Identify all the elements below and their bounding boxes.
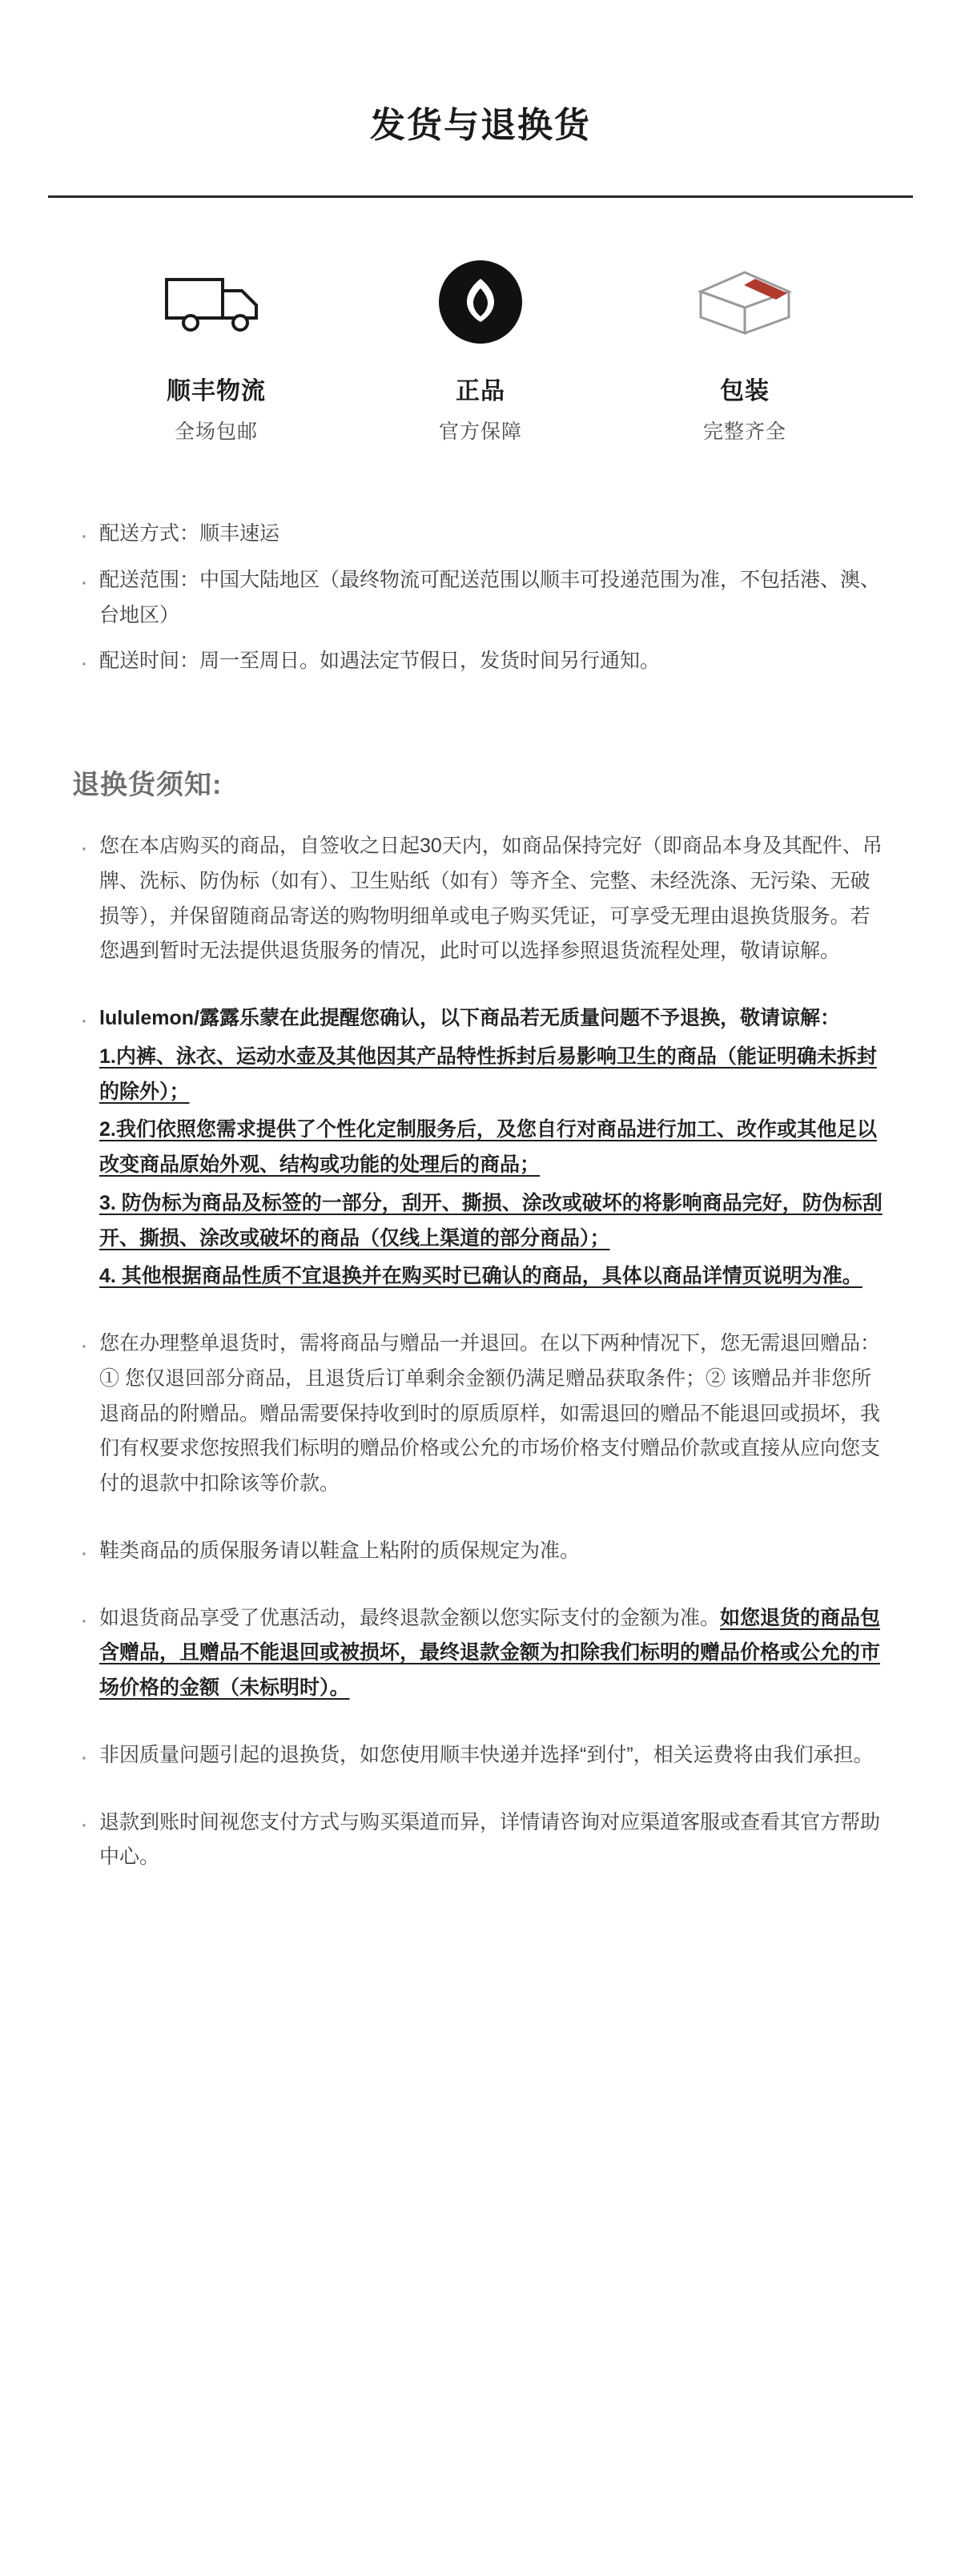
page-title: 发货与退换货 bbox=[370, 106, 591, 145]
list-item: · 您在本店购买的商品，自签收之日起30天内，如商品保持完好（即商品本身及其配件、吊牌、洗标、防伪标（如有）、卫生贴纸（如有）等齐全、完整、未经洗涤、无污染、无破损等），并保留随商品寄送的购物明细单或电子购买凭证，可享受无理由退换货服务。若您遇到暂时无法提供退货服务的情况，此时可以选择参照退货流程处理，敬请谅解。 bbox=[72, 829, 889, 969]
non-returnable-4: 4. 其他根据商品性质不宜退换并在购买时已确认的商品，具体以商品详情页说明为准。 bbox=[99, 1265, 862, 1288]
feature-title: 包装 bbox=[720, 378, 770, 405]
return-policy-section bbox=[48, 829, 913, 1875]
list-item-refund-promo bbox=[72, 1601, 889, 1706]
refund-promo-bold: 如您退货的商品包含赠品，且赠品不能退回或被损坏，最终退款金额为扣除我们标明的赠品价格或公允的市场价格的金额（未标明时）。 bbox=[99, 1606, 881, 1699]
list-item: · 退款到账时间视您支付方式与购买渠道而异，详情请咨询对应渠道客服或查看其官方帮助中心。 bbox=[72, 1805, 889, 1876]
bottom-spacer bbox=[48, 1907, 913, 2003]
return-policy-heading: 退换货须知: bbox=[72, 770, 223, 800]
feature-title: 正品 bbox=[456, 378, 505, 405]
feature-subtitle: 全场包邮 bbox=[174, 421, 258, 443]
return-policy-list bbox=[72, 829, 889, 1875]
list-item-non-returnable bbox=[72, 1001, 889, 1294]
list-item: · 配送时间：周一至周日。如遇法定节假日，发货时间另行通知。 bbox=[72, 644, 889, 679]
list-item: · 非因质量问题引起的退换货，如您使用顺丰快递并选择“到付”，相关运费将由我们承担。 bbox=[72, 1738, 889, 1773]
non-returnable-3: 3. 防伪标为商品及标签的一部分，刮开、撕损、涂改或破坏的将影响商品完好，防伪标刮开、撕损、涂改或破坏的商品（仅线上渠道的部分商品）； bbox=[99, 1191, 883, 1250]
list-item: · 鞋类商品的质保服务请以鞋盒上粘附的质保规定为准。 bbox=[72, 1534, 889, 1569]
feature-title: 顺丰物流 bbox=[167, 378, 266, 405]
non-returnable-2: 2.我们依照您需求提供了个性化定制服务后，及您自行对商品进行加工、改作或其他足以改变商品原始外观、结构或功能的处理后的商品； bbox=[99, 1118, 877, 1176]
list-item: · 配送方式：顺丰速运 bbox=[72, 517, 889, 552]
lululemon-logo-icon bbox=[360, 254, 601, 350]
feature-authentic bbox=[360, 254, 601, 445]
feature-shipping bbox=[96, 254, 336, 445]
non-returnable-1: 1.内裤、泳衣、运动水壶及其他因其产品特性拆封后易影响卫生的商品（能证明确未拆封的除外）； bbox=[99, 1044, 877, 1103]
refund-promo-plain: 如退货商品享受了优惠活动，最终退款金额以您实际支付的金额为准。 bbox=[99, 1606, 721, 1629]
list-item: · 您在办理整单退货时，需将商品与赠品一并退回。在以下两种情况下，您无需退回赠品：① 您仅退回部分商品，且退货后订单剩余金额仍满足赠品获取条件；② 该赠品并非您所退商品的附赠品。赠品需要保持收到时的原质原样，如需退回的赠品不能退回或损坏，我们有权要求您按照我们标明的赠品价格或公允的市场价格支付赠品价款或直接从应向您支付的退款中扣除该等价款。 bbox=[72, 1326, 889, 1502]
list-item: · 配送范围：中国大陆地区（最终物流可配送范围以顺丰可投递范围为准，不包括港、澳、台地区） bbox=[72, 563, 889, 634]
feature-subtitle: 完整齐全 bbox=[702, 421, 786, 443]
delivery-info-section bbox=[48, 477, 913, 679]
truck-icon bbox=[96, 254, 336, 350]
feature-row bbox=[48, 254, 913, 477]
feature-subtitle: 官方保障 bbox=[438, 421, 522, 443]
feature-packaging bbox=[625, 254, 865, 445]
non-returnable-intro: lululemon/露露乐蒙在此提醒您确认，以下商品若无质量问题不予退换，敬请谅解： bbox=[99, 1007, 841, 1029]
package-box-icon bbox=[625, 254, 865, 350]
title-divider bbox=[48, 195, 913, 198]
delivery-info-list bbox=[72, 517, 889, 679]
